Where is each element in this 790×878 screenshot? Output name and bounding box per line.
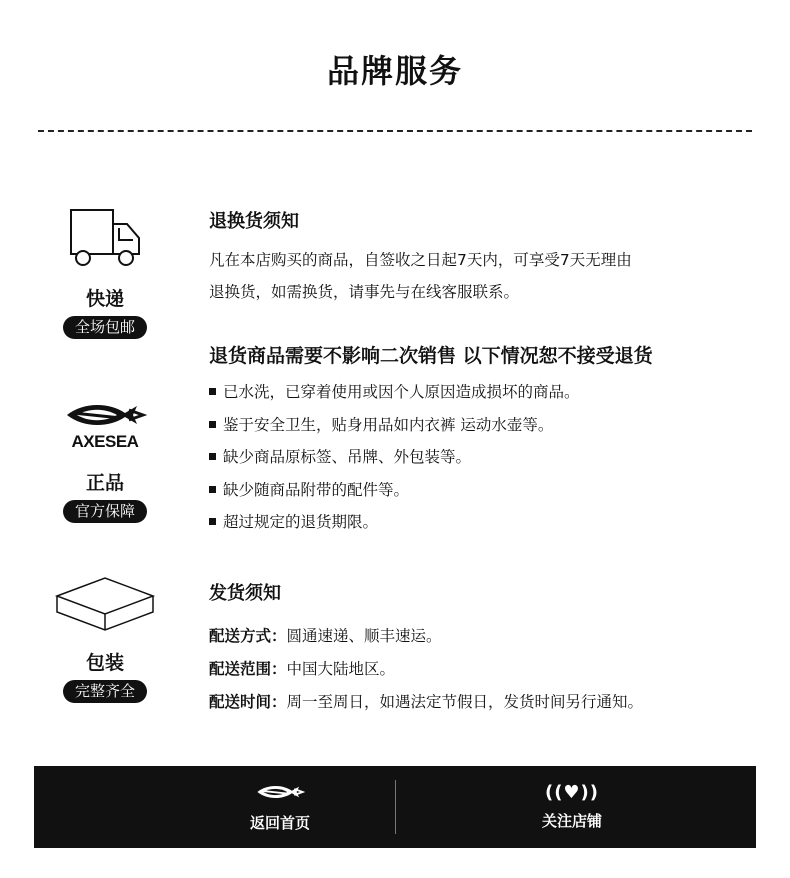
feature-badge: 全场包邮 [63, 316, 147, 339]
shipping-section [209, 582, 769, 719]
feature-authentic [40, 400, 170, 523]
returns-heading: 退换货须知 [209, 211, 299, 232]
returns-line: 凡在本店购买的商品，自签收之日起7天内，可享受7天无理由 [209, 251, 632, 269]
bullet-icon [209, 453, 216, 460]
returns-line: 退换货，如需换货，请事先与在线客服联系。 [209, 283, 520, 301]
home-label: 返回首页 [249, 814, 310, 832]
no-return-heading: 退货商品需要不影响二次销售 以下情况恕不接受退货 [209, 345, 653, 367]
footer-divider [395, 780, 396, 834]
bullet-icon [209, 486, 216, 493]
bullet-icon [209, 421, 216, 428]
footer-bar [34, 766, 756, 848]
shipping-heading: 发货须知 [209, 583, 281, 604]
list-item: 鉴于安全卫生，贴身用品如内衣裤 运动水壶等。 [209, 409, 769, 442]
list-item: 缺少商品原标签、吊牌、外包装等。 [209, 441, 769, 474]
shipping-method: 配送方式：圆通速递、顺丰速运。 [209, 627, 442, 645]
brand-name: AXESEA [71, 432, 139, 451]
heart-signal-icon: ((♥)) [544, 782, 600, 803]
returns-text [209, 244, 769, 308]
bullet-icon [209, 388, 216, 395]
feature-title: 包装 [85, 652, 124, 674]
list-item: 超过规定的退货期限。 [209, 506, 769, 539]
no-return-section [209, 344, 769, 539]
box-icon [53, 574, 157, 634]
follow-label: 关注店铺 [541, 812, 602, 830]
follow-store-button[interactable] [472, 780, 672, 831]
returns-section [209, 210, 769, 308]
feature-badge: 官方保障 [63, 500, 147, 523]
feature-title: 快递 [85, 288, 124, 310]
truck-icon [67, 206, 143, 268]
page-title: 品牌服务 [326, 52, 463, 90]
shipping-time: 配送时间：周一至周日，如遇法定节假日，发货时间另行通知。 [209, 693, 644, 711]
axesea-logo-icon [63, 400, 147, 430]
feature-badge: 完整齐全 [63, 680, 147, 703]
dashed-divider [38, 130, 752, 132]
bullet-icon [209, 518, 216, 525]
list-item: 缺少随商品附带的配件等。 [209, 474, 769, 507]
axesea-logo-icon [255, 780, 305, 804]
list-item: 已水洗，已穿着使用或因个人原因造成损坏的商品。 [209, 376, 769, 409]
feature-title: 正品 [85, 472, 124, 494]
home-button[interactable] [180, 780, 380, 833]
feature-shipping [40, 206, 170, 339]
no-return-list [209, 376, 769, 539]
feature-packaging [40, 574, 170, 703]
shipping-range: 配送范围：中国大陆地区。 [209, 660, 396, 678]
